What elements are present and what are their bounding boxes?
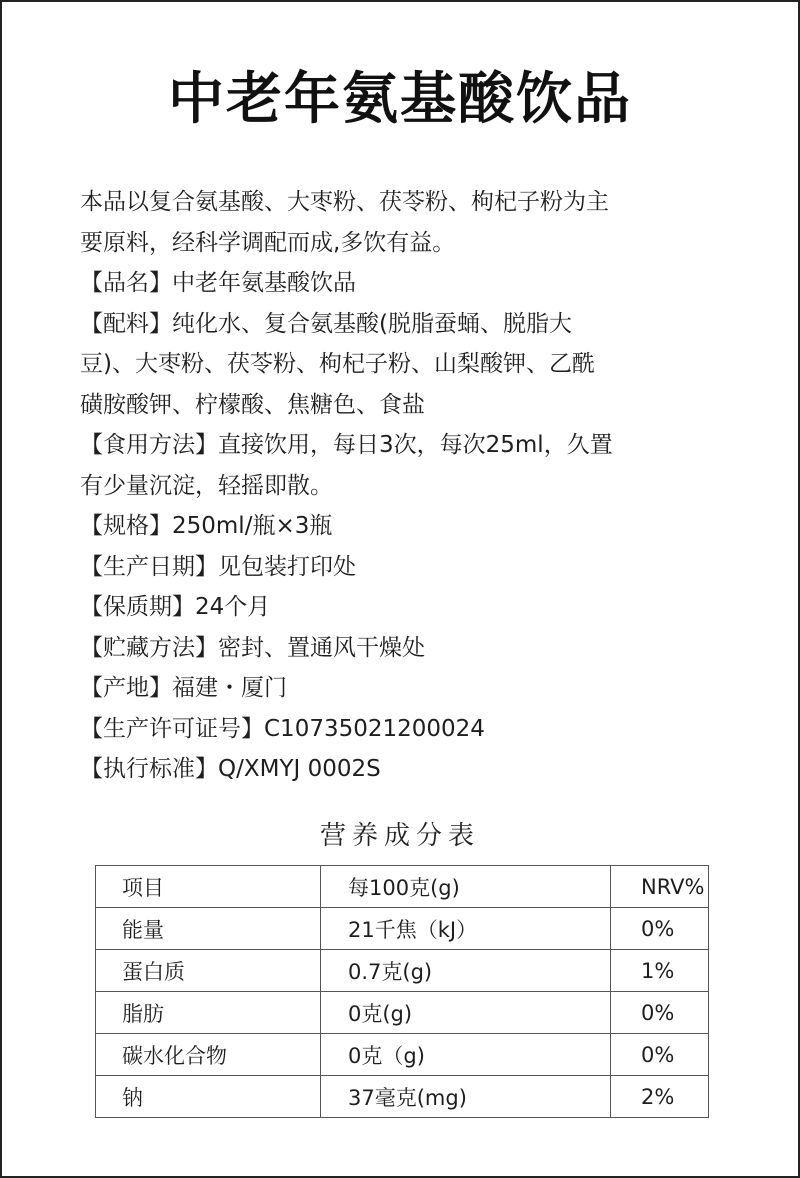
nutrient-name: 碳水化合物 — [96, 1034, 321, 1076]
nutrient-nrv: 0% — [611, 908, 709, 950]
nutrient-amount: 37毫克(mg) — [321, 1076, 611, 1118]
nutrient-nrv: 2% — [611, 1076, 709, 1118]
usage-line: 有少量沉淀，轻摇即散。 — [80, 472, 333, 499]
nutrient-amount: 0克(g) — [321, 992, 611, 1034]
header-item: 项目 — [96, 866, 321, 908]
standard-line: 【执行标准】Q/XMYJ 0002S — [80, 756, 381, 782]
description-line: 本品以复合氨基酸、大枣粉、茯苓粉、枸杞子粉为主 — [80, 189, 609, 215]
nutrient-nrv: 0% — [611, 992, 709, 1034]
table-row — [96, 1034, 709, 1076]
nutrient-name: 能量 — [96, 908, 321, 950]
storage-line: 【贮藏方法】密封、置通风干燥处 — [80, 634, 425, 661]
table-row — [96, 908, 709, 950]
nutrient-amount: 21千焦（kJ） — [321, 908, 611, 950]
nutrition-table — [95, 865, 709, 1118]
ingredients-line: 【配料】纯化水、复合氨基酸(脱脂蚕蛹、脱脂大 — [80, 310, 572, 337]
description-line: 要原料，经科学调配而成,多饮有益。 — [80, 229, 456, 256]
table-header-row — [96, 866, 709, 908]
nutrient-amount: 0克（g) — [321, 1034, 611, 1076]
nutrient-name: 脂肪 — [96, 992, 321, 1034]
nutrient-nrv: 1% — [611, 950, 709, 992]
shelf-life-line: 【保质期】24个月 — [80, 594, 271, 620]
product-name-line: 【品名】中老年氨基酸饮品 — [80, 270, 356, 296]
table-row — [96, 1076, 709, 1118]
nutrient-nrv: 0% — [611, 1034, 709, 1076]
nutrition-table-title: 营养成分表 — [319, 821, 480, 851]
ingredients-line: 豆)、大枣粉、茯苓粉、枸杞子粉、山梨酸钾、乙酰 — [80, 351, 595, 377]
usage-line: 【食用方法】直接饮用，每日3次，每次25ml，久置 — [80, 432, 613, 458]
license-line: 【生产许可证号】C10735021200024 — [80, 715, 485, 742]
nutrient-name: 钠 — [96, 1076, 321, 1118]
header-per-100g: 每100克(g) — [321, 866, 611, 908]
header-nrv: NRV% — [611, 866, 709, 908]
nutrient-name: 蛋白质 — [96, 950, 321, 992]
spec-line: 【规格】250ml/瓶×3瓶 — [80, 513, 333, 539]
product-description — [80, 182, 730, 790]
production-date-line: 【生产日期】见包装打印处 — [80, 553, 356, 580]
product-title: 中老年氨基酸饮品 — [168, 67, 632, 132]
table-row — [96, 992, 709, 1034]
table-row — [96, 950, 709, 992]
origin-line: 【产地】福建・厦门 — [80, 675, 287, 701]
ingredients-line: 磺胺酸钾、柠檬酸、焦糖色、食盐 — [80, 391, 425, 418]
nutrient-amount: 0.7克(g) — [321, 950, 611, 992]
